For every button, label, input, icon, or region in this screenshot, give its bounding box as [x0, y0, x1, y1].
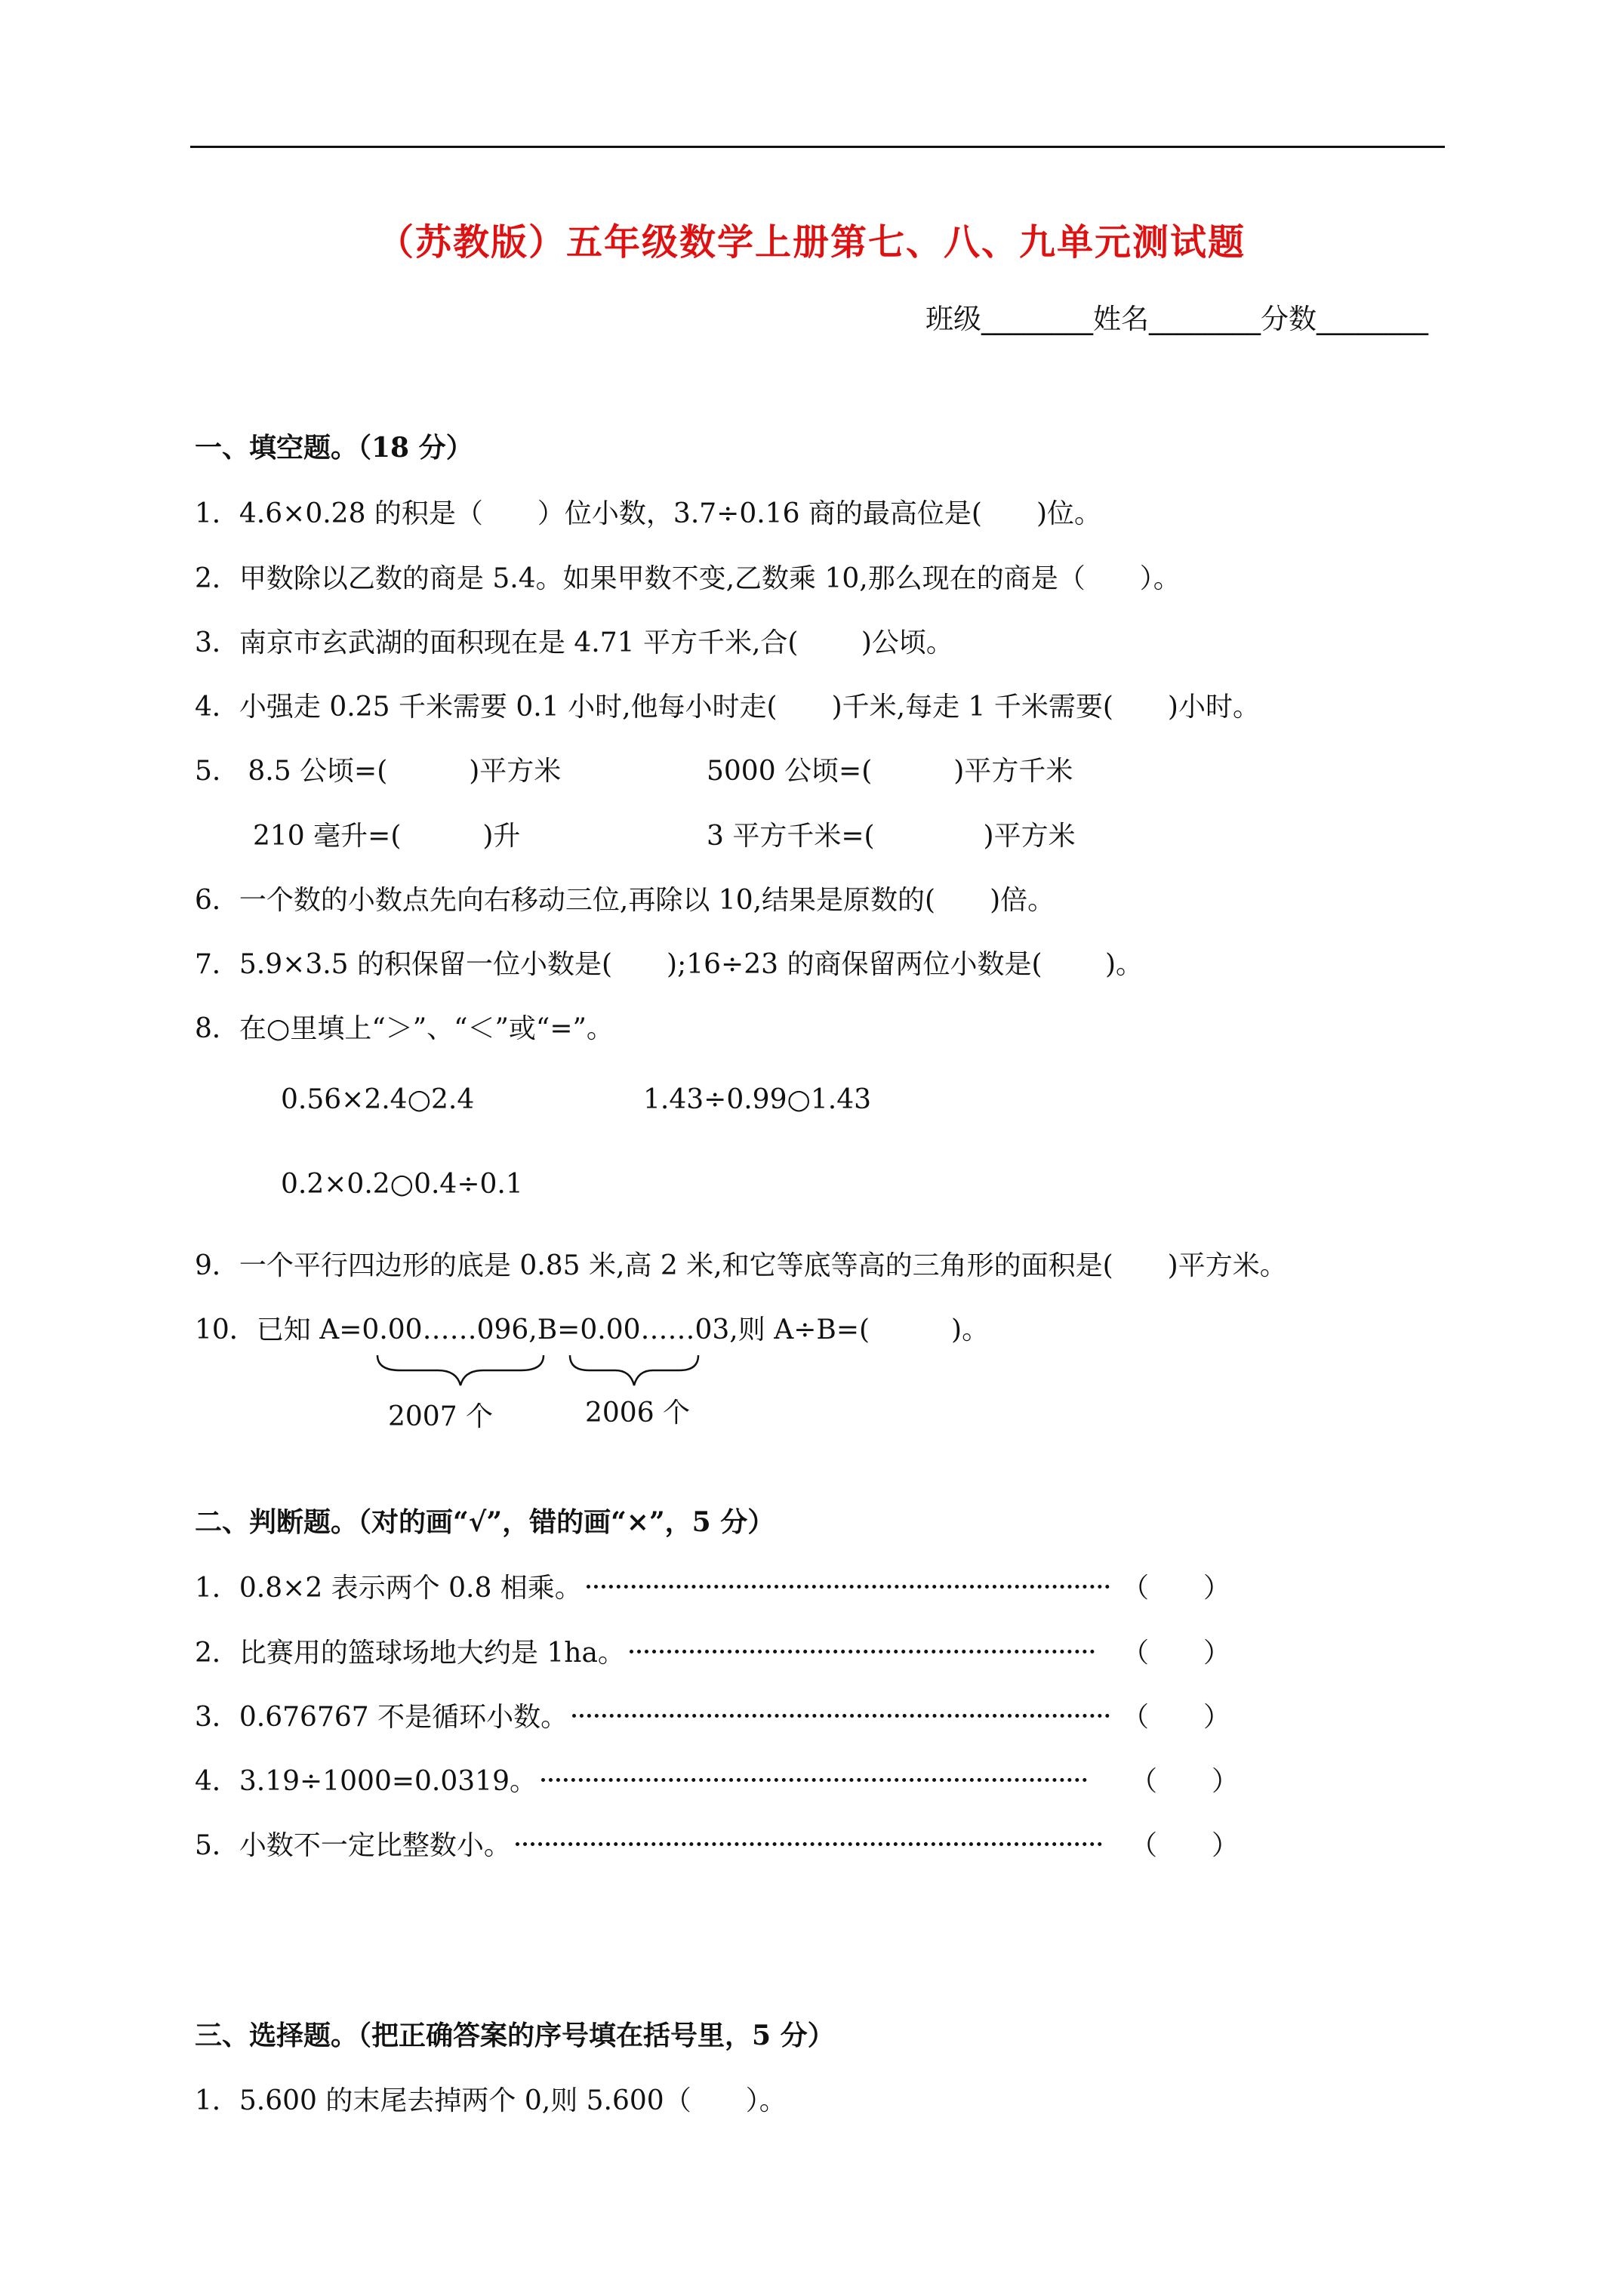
answer-paren[interactable]: （ ） — [1122, 1573, 1231, 1604]
dotted-leader — [516, 1842, 1102, 1846]
question-1-8b: 1.43÷0.99○1.43 — [643, 1084, 872, 1115]
question-1-5b: 5000 公顷=( )平方千米 — [707, 756, 1073, 787]
question-1-2: 2．甲数除以乙数的商是 5.4。如果甲数不变,乙数乘 10,那么现在的商是（ ）。 — [195, 563, 1181, 594]
answer-paren[interactable]: （ ） — [1122, 1702, 1231, 1733]
answer-paren[interactable]: （ ） — [1122, 1638, 1231, 1669]
judgement-text: 1．0.8×2 表示两个 0.8 相乘。 — [195, 1573, 582, 1604]
question-1-8a: 0.56×2.4○2.4 — [281, 1084, 475, 1115]
question-1-1: 1．4.6×0.28 的积是（ ）位小数，3.7÷0.16 商的最高位是( )位。 — [195, 498, 1102, 529]
student-info-line: 班级________姓名________分数________ — [925, 303, 1428, 335]
section1-heading: 一、填空题。（18 分） — [195, 432, 473, 464]
section3-heading: 三、选择题。（把正确答案的序号填在括号里，5 分） — [195, 2020, 835, 2051]
dotted-leader — [572, 1714, 1110, 1718]
brace-label-2006: 2006 个 — [585, 1398, 691, 1428]
question-1-8c: 0.2×0.2○0.4÷0.1 — [281, 1169, 523, 1200]
judgement-text: 4．3.19÷1000=0.0319。 — [195, 1766, 537, 1797]
question-1-9: 9．一个平行四边形的底是 0.85 米,高 2 米,和它等底等高的三角形的面积是( )平方米。 — [195, 1250, 1287, 1281]
judgement-item — [195, 1824, 511, 1863]
judgement-text: 3．0.676767 不是循环小数。 — [195, 1702, 568, 1733]
answer-paren[interactable]: （ ） — [1130, 1830, 1240, 1861]
question-1-6: 6．一个数的小数点先向右移动三位,再除以 10,结果是原数的( )倍。 — [195, 885, 1055, 916]
judgement-item — [195, 1760, 537, 1798]
judgement-item — [195, 1696, 568, 1734]
judgement-item — [195, 1632, 625, 1670]
question-1-7: 7．5.9×3.5 的积保留一位小数是( );16÷23 的商保留两位小数是( )。 — [195, 949, 1143, 980]
question-1-5d: 3 平方千米=( )平方米 — [707, 821, 1076, 852]
question-1-5a: 5. 8.5 公顷=( )平方米 — [195, 756, 562, 787]
answer-paren[interactable]: （ ） — [1130, 1766, 1240, 1797]
brace-2006 — [570, 1355, 698, 1385]
page-title: （苏教版）五年级数学上册第七、八、九单元测试题 — [377, 221, 1246, 264]
dotted-leader — [630, 1650, 1095, 1653]
dotted-leader — [541, 1778, 1087, 1782]
question-1-10: 10．已知 A=0.00……096,B=0.00……03,则 A÷B=( )。 — [195, 1314, 990, 1345]
question-1-10-braces — [370, 1351, 762, 1389]
judgement-item — [195, 1567, 582, 1605]
judgement-text: 2．比赛用的篮球场地大约是 1ha。 — [195, 1638, 625, 1669]
question-1-3: 3．南京市玄武湖的面积现在是 4.71 平方千米,合( )公顷。 — [195, 627, 953, 658]
question-1-8: 8．在○里填上“＞”、“＜”或“=”。 — [195, 1013, 614, 1044]
section2-heading: 二、判断题。（对的画“√”，错的画“×”，5 分） — [195, 1506, 775, 1538]
question-1-4: 4．小强走 0.25 千米需要 0.1 小时,他每小时走( )千米,每走 1 千米需要( )小时。 — [195, 692, 1260, 723]
brace-2007 — [377, 1355, 544, 1385]
brace-label-2007: 2007 个 — [388, 1401, 494, 1432]
question-1-5c: 210 毫升=( )升 — [253, 821, 521, 852]
judgement-text: 5．小数不一定比整数小。 — [195, 1830, 511, 1861]
dotted-leader — [587, 1585, 1110, 1589]
question-3-1: 1．5.600 的末尾去掉两个 0,则 5.600（ ）。 — [195, 2085, 787, 2116]
header-rule — [190, 146, 1445, 148]
